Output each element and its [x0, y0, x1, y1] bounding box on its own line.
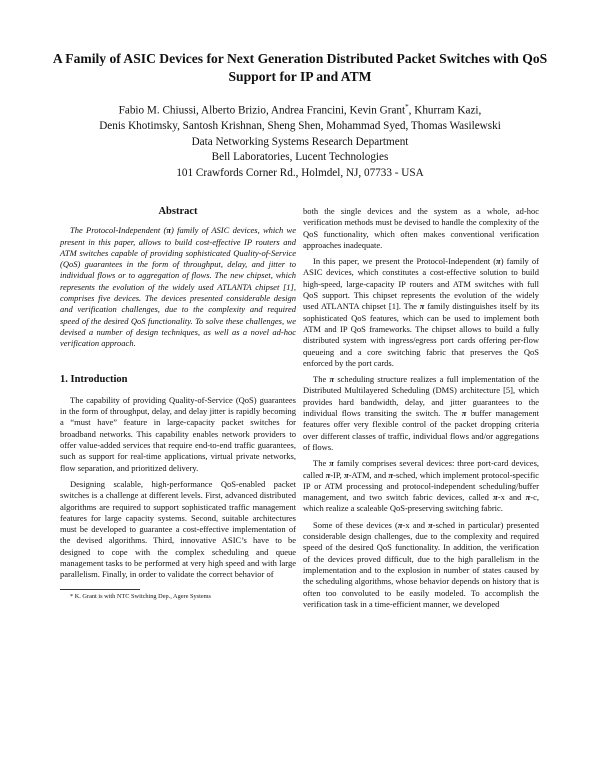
organization: Bell Laboratories, Lucent Technologies — [211, 151, 389, 164]
right-paragraph-3: The π family comprises several devices: three port-card devices, called π-IP, π-ATM, and π-sched, which implement protocol-specific IP or ATM processing and protocol-independent scheduling/buffer management, and two switch fabric devices, called π-x and π-c, which realize a scaleable QoS-preserving switching fabric. — [303, 458, 539, 514]
address: 101 Crawfords Corner Rd., Holmdel, NJ, 07733 - USA — [176, 166, 424, 179]
right-column — [303, 206, 539, 615]
author-line-1 — [40, 100, 560, 119]
intro-paragraph-1: The capability of providing Quality-of-Service (QoS) guarantees in the form of throughput, delay, and delay jitter is rapidly becoming a “must have” feature in large-capacity packet switches for broadband networks. This capability enables network providers to offer value-added services that require end-to-end traffic guarantees, such as support for real-time applications, virtual private networks, flow separation, and prioritized delivery. — [60, 394, 296, 473]
right-paragraph-1: In this paper, we present the Protocol-Independent (π) family of ASIC devices, which constitutes a cost-effective solution to build high-speed, large-capacity IP routers and ATM switches with full QoS support. This chipset represents the evolution of the widely used ATLANTA chipset [1]. The π family distinguishes itself by its sophisticated QoS features, which can be used to implement both ATM and IP QoS frameworks. The chipset allows to build a fully distributed system with ingress/egress port cards offering per-flow queueing and a core switching fabric that preserves the QoS enforced by the port cards. — [303, 256, 540, 368]
footnote-rule — [60, 589, 140, 590]
author-names-b: , Khurram Kazi, — [408, 104, 482, 117]
author-line-2: Denis Khotimsky, Santosh Krishnan, Sheng Shen, Mohammad Syed, Thomas Wasilewski — [99, 120, 501, 133]
footnote: * K. Grant is with NTC Switching Dep., Agere Systems — [70, 592, 211, 600]
right-paragraph-2: The π scheduling structure realizes a full implementation of the Distributed Multilayered Scheduling (DMS) architecture [5], which provides hard bandwidth, delay, and jitter guarantees to the individual flows transiting the switch. The π buffer management features offer very flexible control of the packet dropping criteria over different classes of traffic, individual flows and/or aggregations of flows. — [303, 374, 539, 452]
footnote-mark: * — [405, 103, 409, 111]
right-paragraph-4: Some of these devices (π-x and π-sched in particular) presented considerable design challenges, due to the complexity and required speed of the desired QoS functionality. In addition, the verification of the devices proved difficult, due to the high parallelism in the implementation and to the explosion in number of states caused by the scheduling algorithms, whose behavior depends on history that is often too convoluted to be easily modeled. To accomplish the verification task in a time-efficient manner, we developed — [303, 519, 539, 609]
intro-paragraph-2: Designing scalable, high-performance QoS-enabled packet switches is a challenge at different levels. First, advanced distributed algorithms are required to support sophisticated traffic management features for large capacity systems. Second, suitable architectures must be developed to guarantee a cost-effective implementation of the devised algorithms. Third, innovative ASIC’s have to be designed to cope with the complex scheduling and queue management tasks to be performed at very high speed and with large parallelism. Finally, in order to validate the correct behavior of — [60, 478, 296, 580]
paper-title: A Family of ASIC Devices for Next Generation Distributed Packet Switches with QoS Support for IP and ATM — [52, 51, 548, 84]
author-block — [40, 100, 560, 181]
author-names-a: Fabio M. Chiussi, Alberto Brizio, Andrea Francini, Kevin Grant — [118, 104, 406, 117]
abstract-heading: Abstract — [158, 206, 198, 217]
left-column — [60, 206, 296, 606]
right-paragraph-0: both the single devices and the system as a whole, ad-hoc verification methods must be devised to handle the complexity of the QoS functionality, which often makes conventional verification approaches inadequate. — [303, 206, 539, 250]
abstract-text: The Protocol-Independent (π) family of ASIC devices, which we present in this paper, allows to build cost-effective IP routers and ATM switches capable of providing sophisticated Quality-of-Service (QoS) guarantees in the form of throughput, delay, and jitter to individual flows or to aggregation of flows. The new chipset, which represents the evolution of the widely used ATLANTA chipset [1], comprises five devices. The devices presented considerable design and verification challenges, due to the complexity and required speed of the desired QoS functionality. To solve these challenges, we devised a number of design techniques, as well as a novel ad-hoc verification approach. — [60, 225, 296, 349]
section-heading-introduction: 1. Introduction — [60, 373, 128, 385]
department: Data Networking Systems Research Department — [191, 135, 409, 148]
